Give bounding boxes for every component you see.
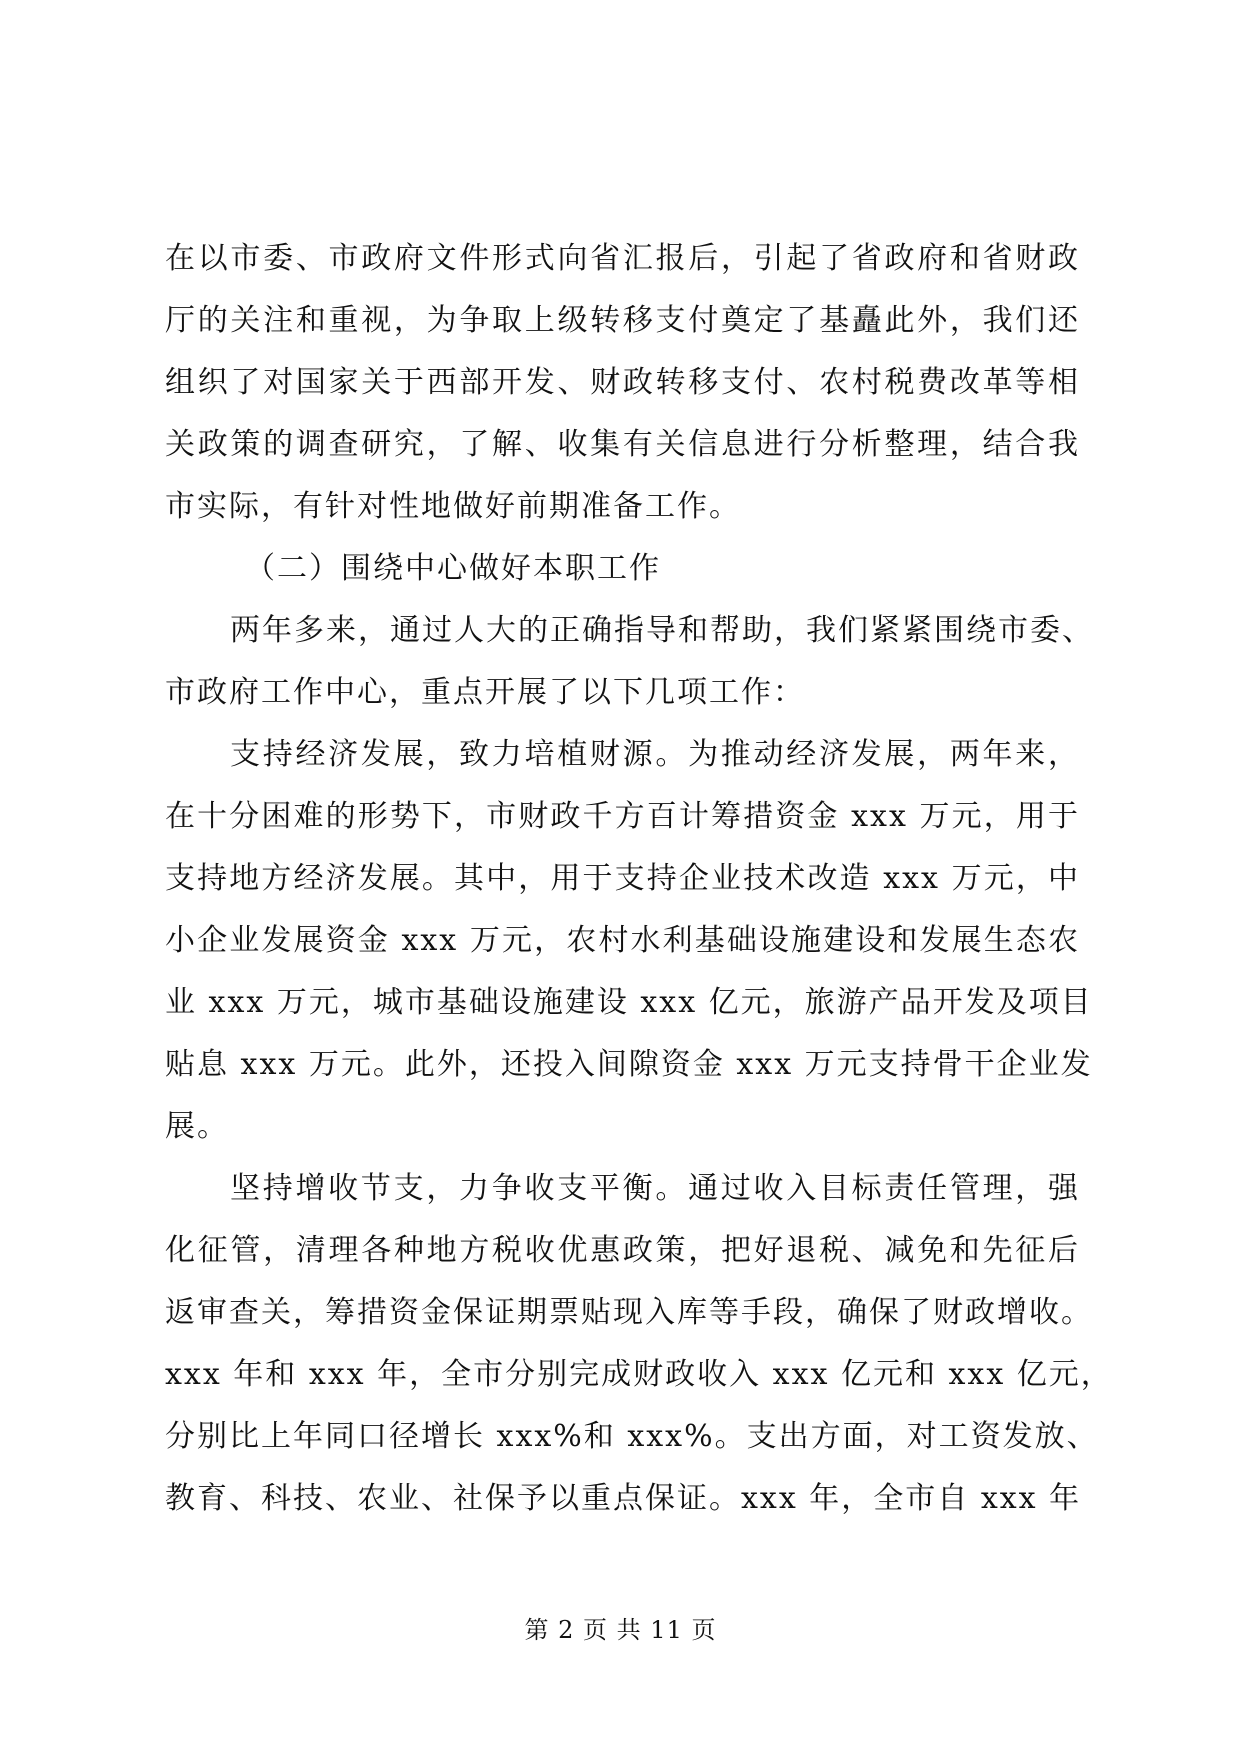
text-line: 在十分困难的形势下，市财政千方百计筹措资金 xxx 万元，用于 xyxy=(165,799,1080,834)
text-line: 组织了对国家关于西部开发、财政转移支付、农村税费改革等相 xyxy=(165,365,1080,400)
text-line: 市实际，有针对性地做好前期准备工作。 xyxy=(165,489,741,524)
text-line: 小企业发展资金 xxx 万元，农村水利基础设施建设和发展生态农 xyxy=(165,923,1080,958)
text-line: 坚持增收节支，力争收支平衡。通过收入目标责任管理，强 xyxy=(230,1171,1080,1206)
text-line: 在以市委、市政府文件形式向省汇报后，引起了省政府和省财政 xyxy=(165,241,1080,276)
text-line: 化征管，清理各种地方税收优惠政策，把好退税、减免和先征后 xyxy=(165,1233,1080,1268)
text-line: 支持经济发展，致力培植财源。为推动经济发展，两年来， xyxy=(230,737,1080,772)
text-line: 市政府工作中心，重点开展了以下几项工作： xyxy=(165,675,805,710)
text-line: 展。 xyxy=(165,1109,229,1144)
text-line: 返审查关，筹措资金保证期票贴现入库等手段，确保了财政增收。 xyxy=(165,1295,1093,1330)
text-line: 厅的关注和重视，为争取上级转移支付奠定了基矗此外，我们还 xyxy=(165,303,1080,338)
text-line: 分别比上年同口径增长 xxx%和 xxx%。支出方面，对工资发放、 xyxy=(165,1419,1099,1454)
section-heading: （二）围绕中心做好本职工作 xyxy=(245,551,661,586)
text-line: 两年多来，通过人大的正确指导和帮助，我们紧紧围绕市委、 xyxy=(230,613,1094,648)
page-number-footer: 第 2 页 共 11 页 xyxy=(524,1616,717,1644)
document-body xyxy=(165,228,1113,1530)
text-line: xxx 年和 xxx 年，全市分别完成财政收入 xxx 亿元和 xxx 亿元， xyxy=(165,1357,1113,1392)
text-line: 业 xxx 万元，城市基础设施建设 xxx 亿元，旅游产品开发及项目 xyxy=(165,985,1093,1020)
text-line: 关政策的调查研究，了解、收集有关信息进行分析整理，结合我 xyxy=(165,427,1080,462)
text-line: 教育、科技、农业、社保予以重点保证。xxx 年，全市自 xxx 年 xyxy=(165,1481,1082,1516)
text-line: 贴息 xxx 万元。此外，还投入间隙资金 xxx 万元支持骨干企业发 xyxy=(165,1047,1093,1082)
text-line: 支持地方经济发展。其中，用于支持企业技术改造 xxx 万元，中 xyxy=(165,861,1080,896)
